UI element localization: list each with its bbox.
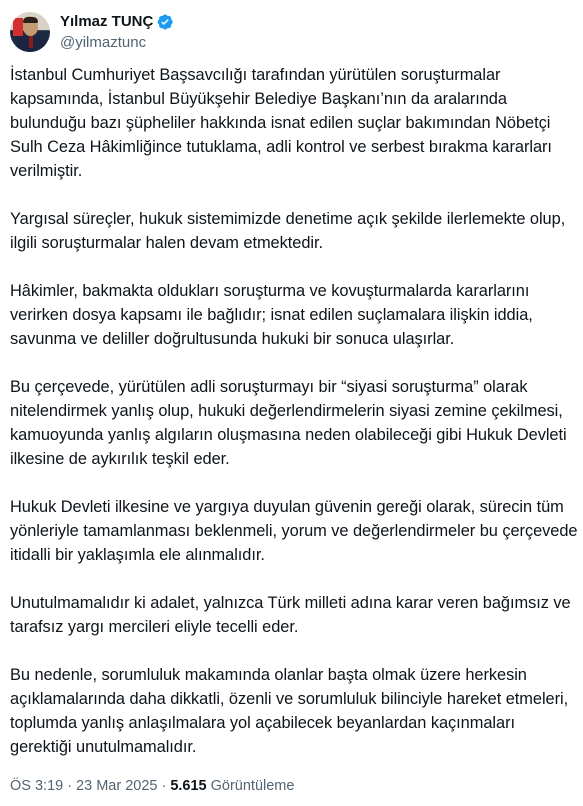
meta-separator: · [67, 778, 73, 794]
tie-graphic [29, 36, 33, 48]
meta-separator: · [161, 778, 167, 794]
post-paragraph-7: Bu nedenle, sorumluluk makamında olanlar başta olmak üzere herkesin açıklamalarında daha dikkatli, özenli ve sorumluluk bilinciyle hareket etmeleri, toplumda yanlış anlaşılmalara yol açabilecek beyanlardan kaçınmaları gerektiği unutulmamalıdır. [10, 666, 569, 756]
verified-badge-icon [156, 13, 174, 31]
author-info [60, 12, 174, 53]
post-paragraph-4: Bu çerçevede, yürütülen adli soruşturmayı bir “siyasi soruşturma” olarak nitelendirmek yanlış olup, hukuki değerlendirmelerin siyasi zemine çekilmesi, kamuoyunda yanlış algıların oluşmasına neden olabileceği gibi Hukuk Devleti ilkesine de aykırılık teşkil eder. [10, 378, 567, 468]
view-count: 5.615 [170, 778, 207, 794]
post-paragraph-3: Hâkimler, bakmakta oldukları soruşturma ve kovuşturmalarda kararlarını verirken dosya kapsamı ile bağlıdır; isnat edilen suçlamalara ilişkin iddia, savunma ve deliller doğrultusunda hukuki bir sonuca ulaşırlar. [10, 282, 533, 348]
post-time[interactable]: ÖS 3:19 [10, 778, 64, 794]
post-header [10, 10, 174, 54]
views-label: Görüntüleme [210, 778, 295, 794]
name-row [60, 12, 174, 33]
hair-graphic [23, 17, 38, 23]
post-paragraph-5: Hukuk Devleti ilkesine ve yargıya duyulan güvenin gereği olarak, sürecin tüm yönleriyle tamamlanması beklenmeli, yorum ve değerlendirmeler bu çerçevede itidalli bir yaklaşımla ele alınmalıdır. [10, 498, 578, 564]
flag-graphic [13, 18, 23, 36]
post-paragraph-6: Unutulmamalıdır ki adalet, yalnızca Türk milleti adına karar veren bağımsız ve tarafsız yargı mercileri eliyle tecelli eder. [10, 594, 571, 636]
post-date[interactable]: 23 Mar 2025 [76, 778, 158, 794]
avatar[interactable] [10, 12, 50, 52]
post-meta [10, 776, 294, 796]
post-paragraph-1: İstanbul Cumhuriyet Başsavcılığı tarafından yürütülen soruşturmalar kapsamında, İstanbul Büyükşehir Belediye Başkanı’nın da aralarında bulunduğu bazı şüpheliler hakkında isnat edilen suçlar bakımından Nöbetçi Sulh Ceza Hâkimliğince tutuklama, adli kontrol ve serbest bırakma kararları verilmiştir. [10, 66, 552, 180]
post-text [10, 63, 578, 759]
author-display-name[interactable]: Yılmaz TUNÇ [60, 13, 154, 30]
author-handle[interactable]: @yilmaztunc [60, 33, 147, 51]
post-paragraph-2: Yargısal süreçler, hukuk sistemimizde denetime açık şekilde ilerlemekte olup, ilgili soruşturmalar halen devam etmektedir. [10, 210, 566, 252]
